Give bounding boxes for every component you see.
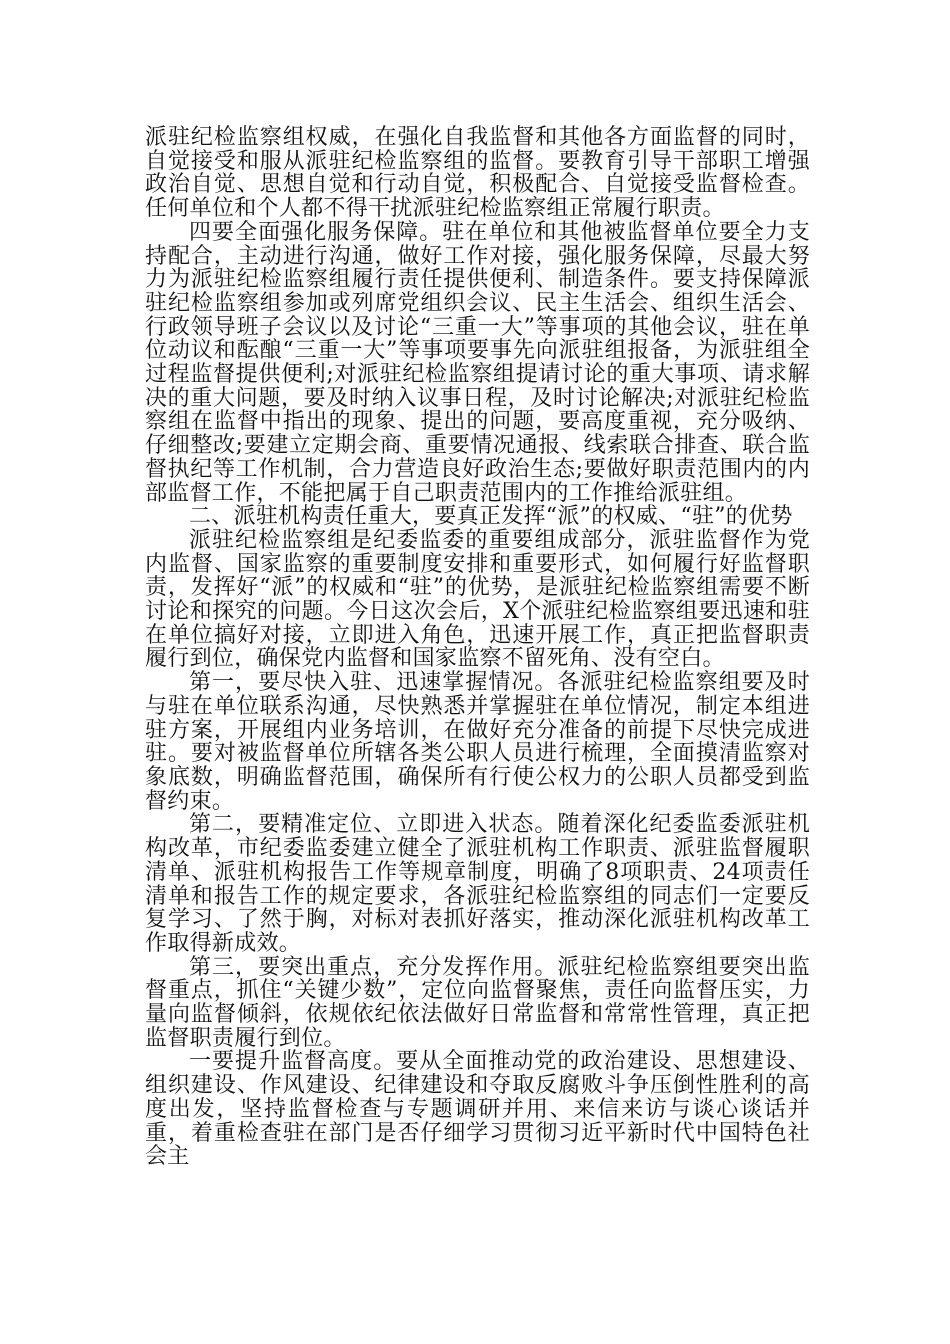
paragraph-3: 派驻纪检监察组是纪委监委的重要组成部分，派驻监督作为党内监督、国家监察的重要制度安排和重要形式，如何履行好监督职责，发挥好“派”的权威和“驻”的优势，是派驻纪检监察组需要不断讨论和探究的问题。今日这次会后，X个派驻纪检监察组要迅速和驻在单位搞好对接，立即进入角色，迅速开展工作，真正把监督职责履行到位，确保党内监督和国家监察不留死角、没有空白。: [145, 527, 810, 672]
paragraph-2: 四要全面强化服务保障。驻在单位和其他被监督单位要全力支持配合，主动进行沟通，做好工作对接，强化服务保障，尽最大努力为派驻纪检监察组履行责任提供便利、制造条件。要支持保障派驻纪检监察组参加或列席党组织会议、民主生活会、组织生活会、行政领导班子会议以及讨论“三重一大”等事项的其他会议，驻在单位动议和酝酿“三重一大”等事项要事先向派驻组报备，为派驻组全过程监督提供便利;对派驻纪检监察组提请讨论的重大事项、请求解决的重大问题，要及时纳入议事日程，及时讨论解决;对派驻纪检监察组在监督中指出的现象、提出的问题，要高度重视，充分吸纳、仔细整改;要建立定期会商、重要情况通报、线索联合排查、联合监督执纪等工作机制，合力营造良好政治生态;要做好职责范围内的内部监督工作，不能把属于自己职责范围内的工作推给派驻组。: [145, 219, 810, 506]
paragraph-6: 第三，要突出重点，充分发挥作用。派驻纪检监察组要突出监督重点，抓住“关键少数”，定位向监督聚焦，责任向监督压实，力量向监督倾斜，依规依纪依法做好日常监督和常常性管理，真正把监督职责履行到位。: [145, 954, 810, 1051]
document-page: [145, 126, 810, 1169]
paragraph-5: 第二，要精准定位、立即进入状态。随着深化纪委监委派驻机构改革，市纪委监委建立健全了派驻机构工作职责、派驻监督履职清单、派驻机构报告工作等规章制度，明确了8项职责、24项责任清单和报告工作的规定要求，各派驻纪检监察组的同志们一定要反复学习、了然于胸，对标对表抓好落实，推动深化派驻机构改革工作取得新成效。: [145, 812, 810, 956]
section-heading-2: 二、派驻机构责任重大，要真正发挥“派”的权威、“驻”的优势: [189, 504, 793, 530]
paragraph-4: 第一，要尽快入驻、迅速掌握情况。各派驻纪检监察组要及时与驻在单位联系沟通，尽快熟悉并掌握驻在单位情况，制定本组进驻方案，开展组内业务培训，在做好充分准备的前提下尽快完成进驻。要对被监督单位所辖各类公职人员进行梳理，全面摸清监察对象底数，明确监督范围，确保所有行使公权力的公职人员都受到监督约束。: [145, 670, 810, 814]
paragraph-1: 派驻纪检监察组权威，在强化自我监督和其他各方面监督的同时，自觉接受和服从派驻纪检监察组的监督。要教育引导干部职工增强政治自觉、思想自觉和行动自觉，积极配合、自觉接受监督检查。任何单位和个人都不得干扰派驻纪检监察组正常履行职责。: [145, 125, 810, 222]
paragraph-7: 一要提升监督高度。要从全面推动党的政治建设、思想建设、组织建设、作风建设、纪律建设和夺取反腐败斗争压倒性胜利的高度出发，坚持监督检查与专题调研并用、来信来访与谈心谈话并重，着重检查驻在部门是否仔细学习贯彻习近平新时代中国特色社会主: [145, 1049, 810, 1170]
